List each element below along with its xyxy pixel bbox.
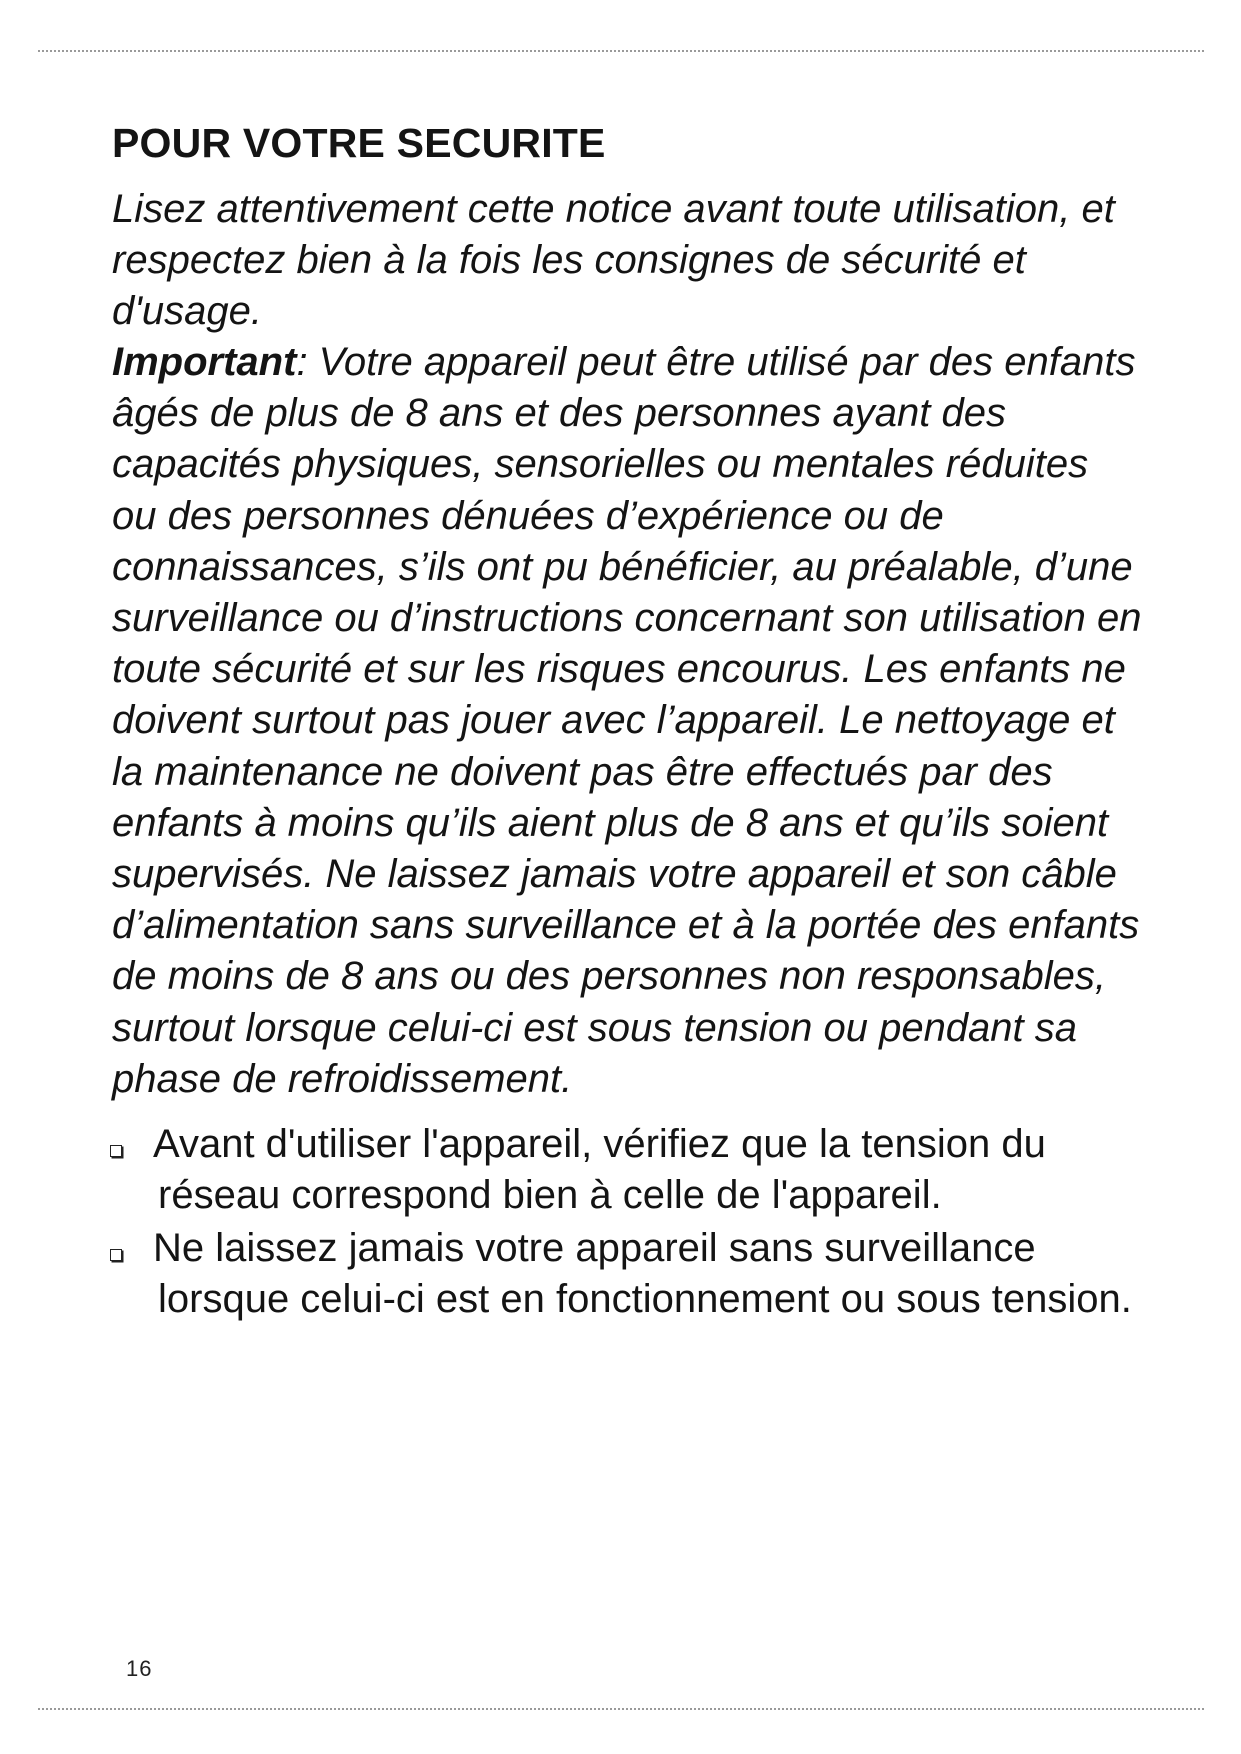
- top-dotted-divider: [38, 50, 1204, 52]
- important-paragraph: [112, 337, 1142, 1105]
- list-item: [110, 1223, 1142, 1325]
- important-text: : Votre appareil peut être utilisé par des enfants âgés de plus de 8 ans et des personnes ayant des capacités physiques, sensorielles ou mentales réduites ou des personnes dénuées d’expérience ou de connaissances, s’ils ont pu bénéficier, au préalable, d’une surveillance ou d’instructions concernant son utilisation en toute sécurité et sur les risques encourus. Les enfants ne doivent surtout pas jouer avec l’appareil. Le nettoyage et la maintenance ne doivent pas être effectués par des enfants à moins qu’ils aient plus de 8 ans et qu’ils soient supervisés. Ne laissez jamais votre appareil et son câble d’alimentation sans surveillance et à la portée des enfants de moins de 8 ans ou des personnes non responsables, surtout lorsque celui-ci est sous tension ou pendant sa phase de refroidissement.: [112, 340, 1142, 1101]
- bullet-text: Ne laissez jamais votre appareil sans surveillance lorsque celui-ci est en fonctionnement ou sous tension.: [153, 1226, 1132, 1322]
- important-label: Important: [112, 340, 297, 384]
- page-number: 16: [126, 1656, 153, 1681]
- bullet-text: Avant d'utiliser l'appareil, vérifiez que la tension du réseau correspond bien à celle de l'appareil.: [153, 1122, 1046, 1218]
- checkbox-bullet-icon: [110, 1249, 122, 1261]
- list-item: [110, 1119, 1142, 1221]
- intro-paragraph: Lisez attentivement cette notice avant toute utilisation, et respectez bien à la fois les consignes de sécurité et d'usage.: [112, 187, 1115, 333]
- section-title: POUR VOTRE SECURITE: [112, 120, 606, 166]
- bottom-dotted-divider: [38, 1708, 1204, 1710]
- checkbox-bullet-icon: [110, 1145, 122, 1157]
- safety-bullet-list: [110, 1119, 1142, 1325]
- safety-section: [112, 118, 1142, 1327]
